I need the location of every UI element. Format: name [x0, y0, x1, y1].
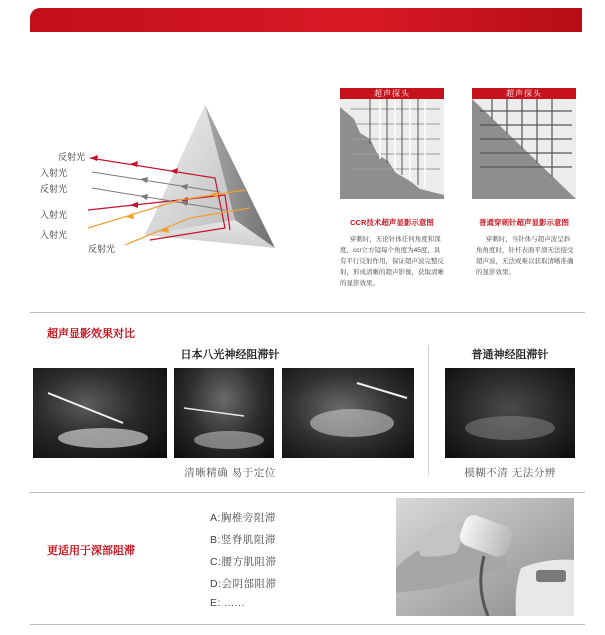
ray-label: 反射光 — [88, 244, 116, 254]
application-item: A:胸椎旁阻滞 — [210, 512, 276, 524]
ray-label: 入射光 — [40, 230, 68, 240]
gray-arrowhead — [140, 194, 148, 200]
ray-label: 反射光 — [40, 184, 68, 194]
ultrasound-image-2 — [174, 368, 274, 458]
application-item: E: ...... — [210, 597, 245, 609]
ray-label: 反射光 — [58, 152, 86, 162]
application-item: C:腰方肌阻滞 — [210, 556, 277, 568]
panel-ccr-description: 穿刺时，无论针体任何角度和深度，ccr立方镜每个角度为45度，具有平行反射作用，保证超声波完整反射，形成清晰的超声影像，获取清晰的显影效果。 — [340, 236, 444, 287]
prism-reflection-diagram — [30, 100, 290, 260]
top-banner — [30, 8, 582, 32]
section-divider — [30, 492, 585, 493]
heading-normal-needle: 普通神经阻滞针 — [471, 349, 549, 361]
heading-japan-needle: 日本八光神经阻滞针 — [180, 349, 280, 361]
panel-normal-description: 穿刺时，当针体与超声波呈斜角角度时，针杆表面平滑无法接受超声波，无法或难以获取清晰准确的显影效果。 — [476, 236, 574, 276]
red-arrowhead — [130, 161, 138, 167]
ultrasound-image-4 — [445, 368, 575, 458]
ray-label: 入射光 — [40, 168, 68, 178]
comparison-section-title: 超声显影效果对比 — [47, 328, 135, 340]
prism-left-face — [145, 105, 235, 235]
application-item: B:竖脊肌阻滞 — [210, 534, 276, 546]
panel-normal-caption: 普通穿刺针超声显影示意图 — [479, 218, 569, 227]
normal-echo-schematic — [472, 99, 576, 199]
note-japan-needle: 清晰精确 易于定位 — [184, 467, 276, 479]
comparison-vertical-divider — [428, 345, 429, 475]
red-arrowhead — [90, 155, 98, 161]
panel-ccr-caption: CCR技术超声显影示意图 — [350, 218, 434, 227]
ultrasound-probe-photo — [396, 498, 574, 616]
applications-title: 更适用于深部阻滞 — [47, 545, 135, 557]
section-divider — [30, 624, 585, 625]
note-normal-needle: 模糊不清 无法分辨 — [464, 467, 556, 479]
panel-ccr-title: 超声探头 — [340, 88, 444, 99]
panel-normal-title: 超声探头 — [472, 88, 576, 99]
application-item: D:会阴部阻滞 — [210, 578, 277, 590]
ultrasound-image-3 — [282, 368, 414, 458]
red-arrowhead — [130, 202, 138, 208]
ccr-echo-schematic — [340, 99, 444, 199]
ray-label: 入射光 — [40, 210, 68, 220]
section-divider — [30, 312, 585, 313]
ultrasound-image-1 — [33, 368, 167, 458]
